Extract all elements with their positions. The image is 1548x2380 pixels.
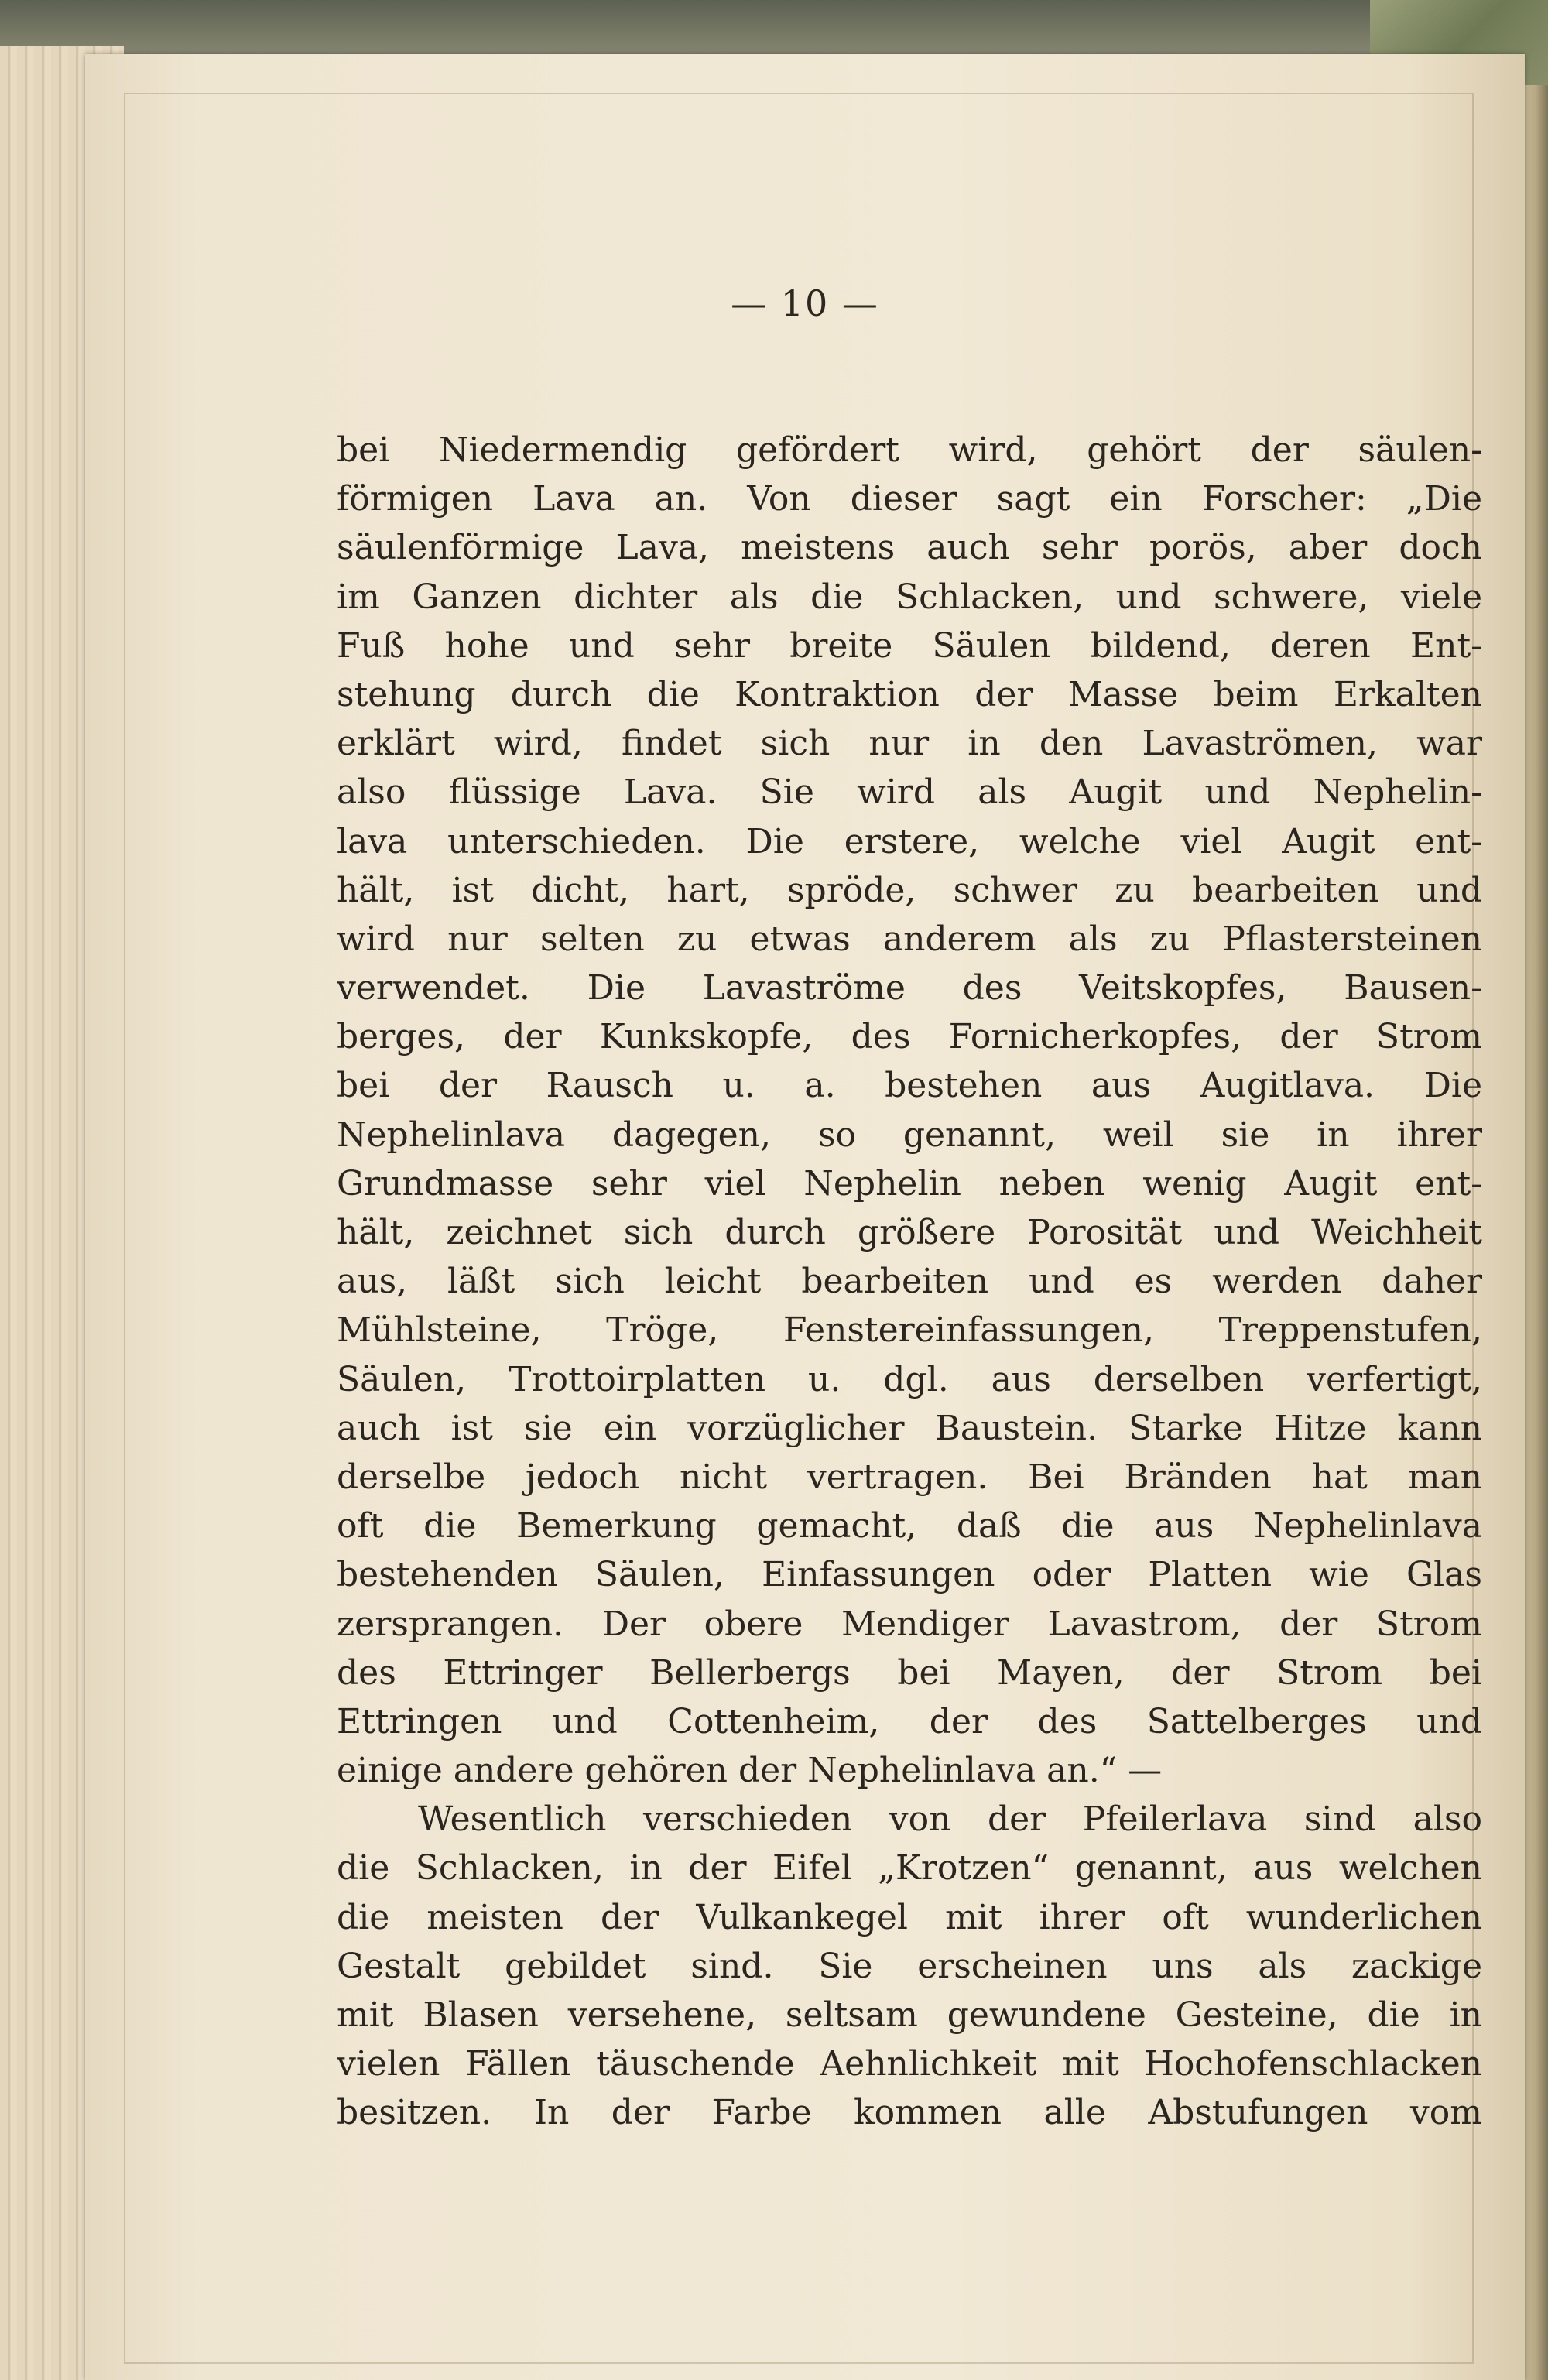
text-line: hält, ist dicht, hart, spröde, schwer zu bearbeiten und (337, 870, 1482, 910)
text-line: mit Blasen versehene, seltsam gewundene Gesteine, die in (337, 1995, 1482, 2035)
text-line: Gestalt gebildet sind. Sie erscheinen uns als zackige (337, 1946, 1482, 1986)
text-line: Säulen, Trottoirplatten u. dgl. aus derselben verfertigt, (337, 1359, 1482, 1399)
text-line: einige andere gehören der Nephelinlava an.“ — (337, 1751, 1163, 1791)
text-line: oft die Bemerkung gemacht, daß die aus Nephelinlava (337, 1506, 1482, 1546)
page-number: — 10 — (731, 283, 879, 324)
text-line: bei Niedermendig gefördert wird, gehört der säulen- (337, 430, 1482, 470)
body-text (337, 426, 1482, 2138)
text-line: Fuß hohe und sehr breite Säulen bildend, deren Ent- (337, 625, 1482, 666)
text-line: des Ettringer Bellerbergs bei Mayen, der Strom bei (337, 1652, 1482, 1693)
book-page (85, 54, 1525, 2380)
text-line: auch ist sie ein vorzüglicher Baustein. Starke Hitze kann (337, 1408, 1482, 1448)
text-line: hält, zeichnet sich durch größere Porosität und Weichheit (337, 1213, 1482, 1252)
text-line: also flüssige Lava. Sie wird als Augit und Nephelin- (337, 772, 1482, 813)
text-line: im Ganzen dichter als die Schlacken, und schwere, viele (337, 577, 1482, 617)
text-line: säulenförmige Lava, meistens auch sehr porös, aber doch (337, 528, 1482, 568)
text-line: zersprangen. Der obere Mendiger Lavastrom, der Strom (337, 1604, 1482, 1644)
text-line: besitzen. In der Farbe kommen alle Abstufungen vom (337, 2093, 1482, 2133)
text-line: Mühlsteine, Tröge, Fenstereinfassungen, Treppenstufen, (337, 1310, 1482, 1351)
text-line: bestehenden Säulen, Einfassungen oder Platten wie Glas (337, 1555, 1482, 1595)
text-line: Nephelinlava dagegen, so genannt, weil sie in ihrer (337, 1115, 1482, 1155)
text-line: bei der Rausch u. a. bestehen aus Augitlava. Die (337, 1066, 1482, 1106)
text-line: förmigen Lava an. Von dieser sagt ein Forscher: „Die (337, 479, 1482, 519)
text-line: Grundmasse sehr viel Nephelin neben wenig Augit ent- (337, 1163, 1482, 1204)
text-line: aus, läßt sich leicht bearbeiten und es werden daher (337, 1262, 1482, 1302)
text-line: erklärt wird, findet sich nur in den Lavaströmen, war (337, 724, 1482, 764)
text-line: derselbe jedoch nicht vertragen. Bei Bränden hat man (337, 1457, 1482, 1497)
text-line: berges, der Kunkskopfe, des Fornicherkopfes, der Strom (337, 1017, 1482, 1057)
text-line: verwendet. Die Lavaströme des Veitskopfes, Bausen- (337, 968, 1482, 1009)
text-line: wird nur selten zu etwas anderem als zu Pflastersteinen (337, 919, 1482, 959)
text-line: die Schlacken, in der Eifel „Krotzen“ genannt, aus welchen (337, 1848, 1482, 1889)
text-line: lava unterschieden. Die erstere, welche viel Augit ent- (337, 821, 1482, 861)
text-line: Ettringen und Cottenheim, der des Sattelberges und (337, 1701, 1482, 1741)
text-line: stehung durch die Kontraktion der Masse beim Erkalten (337, 674, 1482, 714)
text-line: Wesentlich verschieden von der Pfeilerlava sind also (418, 1800, 1482, 1840)
text-line: vielen Fällen täuschende Aehnlichkeit mit Hochofenschlacken (337, 2044, 1482, 2084)
text-line: die meisten der Vulkankegel mit ihrer oft wunderlichen (337, 1897, 1482, 1937)
